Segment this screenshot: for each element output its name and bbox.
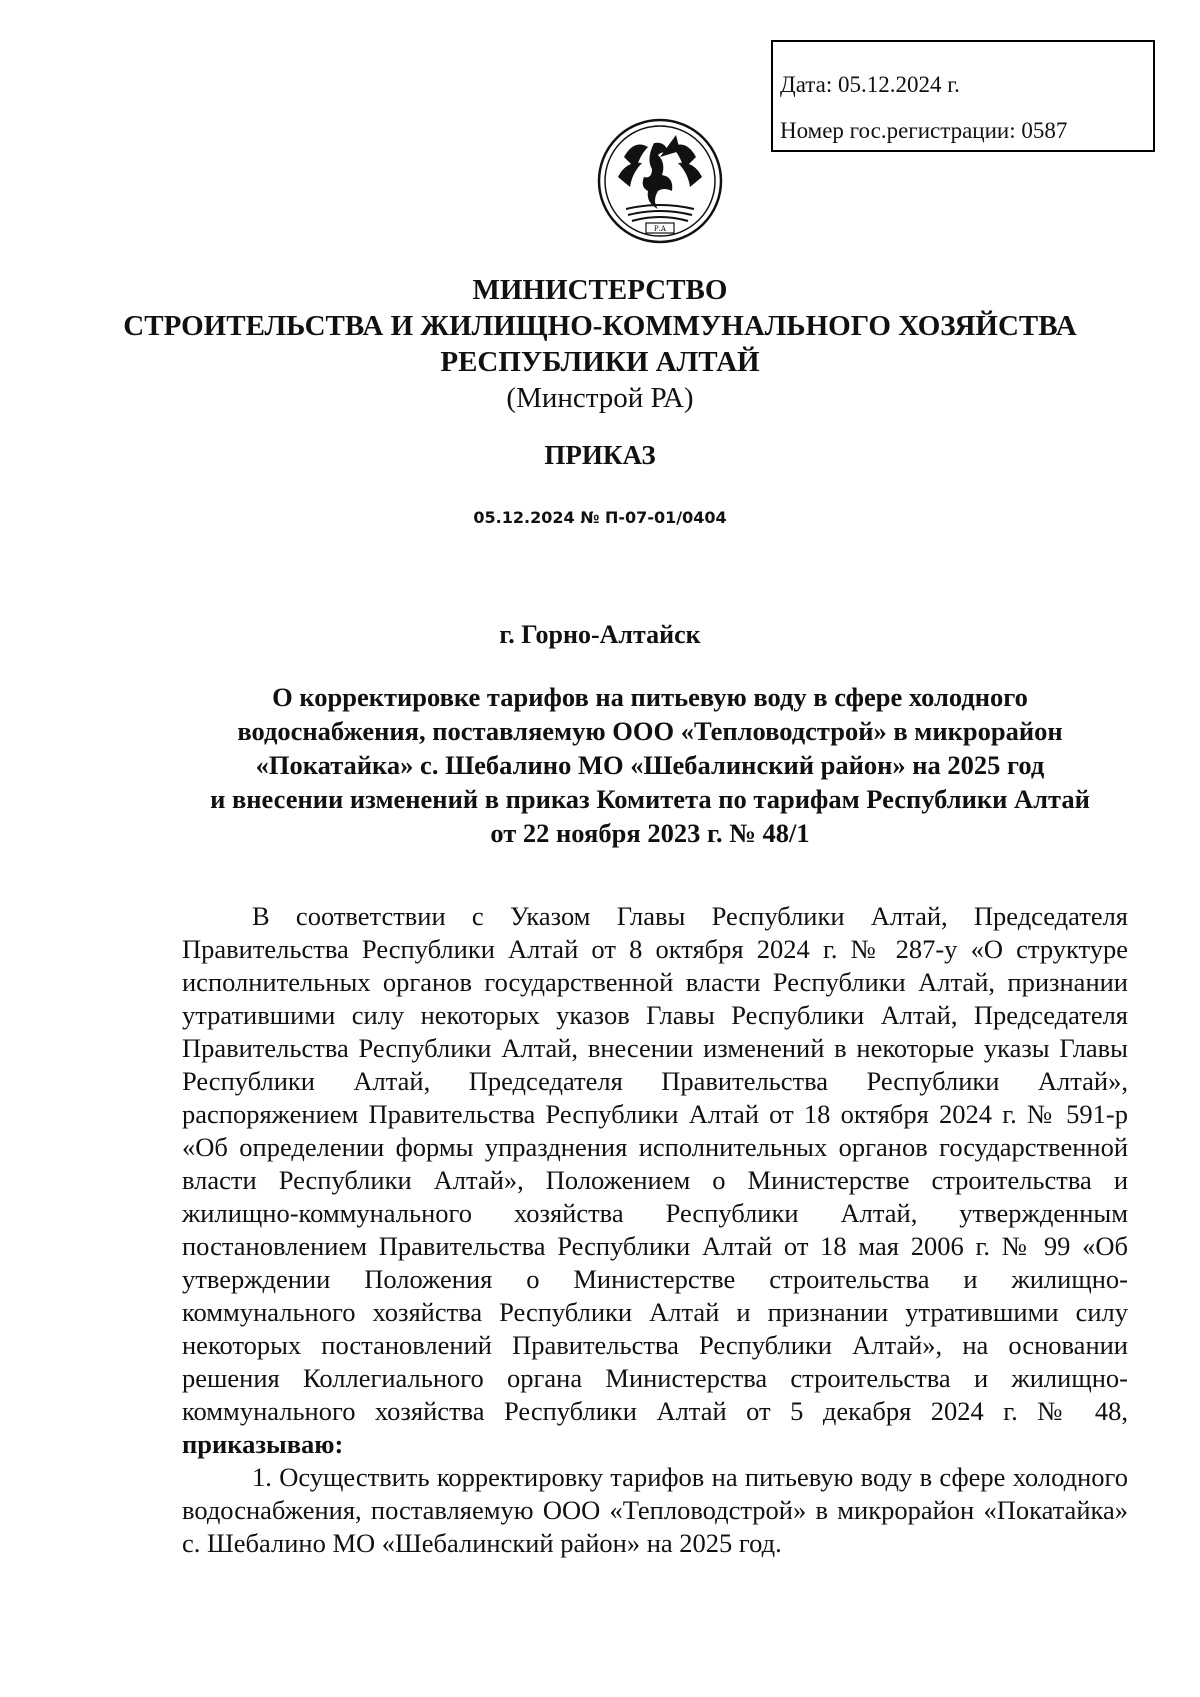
ministry-name xyxy=(0,272,1200,416)
emblem-motto: Р.А xyxy=(653,225,667,233)
registration-date-row xyxy=(780,62,1153,108)
ministry-short-name: (Минстрой РА) xyxy=(506,382,694,414)
registration-number-value: 0587 xyxy=(1021,118,1068,143)
order-subject xyxy=(170,680,1130,850)
registration-number-label: Номер гос.регистрации: xyxy=(780,118,1016,143)
document-type-title: ПРИКАЗ xyxy=(544,440,656,470)
preamble-paragraph xyxy=(182,900,1128,1461)
subject-line-5: от 22 ноября 2023 г. № 48/1 xyxy=(490,818,810,848)
registration-date-label: Дата: xyxy=(780,72,833,97)
order-item-1: 1. Осуществить корректировку тарифов на питьевую воду в сфере холодного водоснабжения, поставляемую ООО «Тепловодстрой» в микрорайон «Покатайка» с. Шебалино МО «Шебалинский район» на 2025 год. xyxy=(182,1462,1128,1558)
ministry-line-2: СТРОИТЕЛЬСТВА И ЖИЛИЩНО-КОММУНАЛЬНОГО ХОЗЯЙСТВА xyxy=(123,310,1077,342)
coat-of-arms-icon xyxy=(596,117,724,245)
subject-line-2: водоснабжения, поставляемую ООО «Тепловодстрой» в микрорайон xyxy=(237,716,1063,746)
order-number: 05.12.2024 № П-07-01/0404 xyxy=(473,508,727,527)
preamble-text: В соответствии с Указом Главы Республики Алтай, Председателя Правительства Республики Алтай от 8 октября 2024 г. № 287-у «О структуре исполнительных органов государственной власти Республики Алтай, признании утратившими силу некоторых указов Главы Республики Алтай, Председателя Правительства Республики Алтай, внесении изменений в некоторые указы Главы Республики Алтай, Председателя Правительства Республики Алтай», распоряжением Правительства Республики Алтай от 18 октября 2024 г. № 591-р «Об определении формы упразднения исполнительных органов государственной власти Республики Алтай», Положением о Министерстве строительства и жилищно-коммунального хозяйства Республики Алтай, утвержденным постановлением Правительства Республики Алтай от 18 мая 2006 г. № 99 «Об утверждении Положения о Министерстве строительства и жилищно-коммунального хозяйства Республики Алтай и признании утратившими силу некоторых постановлений Правительства Республики Алтай», на основании решения Коллегиального органа Министерства строительства и жилищно-коммунального хозяйства Республики Алтай от 5 декабря 2024 г. № 48, xyxy=(182,901,1128,1426)
order-body xyxy=(182,900,1128,1560)
subject-line-4: и внесении изменений в приказ Комитета по тарифам Республики Алтай xyxy=(210,784,1090,814)
subject-line-1: О корректировке тарифов на питьевую воду в сфере холодного xyxy=(272,682,1028,712)
decree-word: приказываю: xyxy=(182,1429,344,1459)
ministry-line-3: РЕСПУБЛИКИ АЛТАЙ xyxy=(440,346,760,378)
subject-line-3: «Покатайка» с. Шебалино МО «Шебалинский район» на 2025 год xyxy=(255,750,1045,780)
registration-date-value: 05.12.2024 г. xyxy=(837,72,960,97)
registration-stamp-box xyxy=(771,40,1155,152)
order-city: г. Горно-Алтайск xyxy=(499,620,701,649)
registration-number-row xyxy=(780,108,1153,154)
ministry-line-1: МИНИСТЕРСТВО xyxy=(472,274,728,306)
